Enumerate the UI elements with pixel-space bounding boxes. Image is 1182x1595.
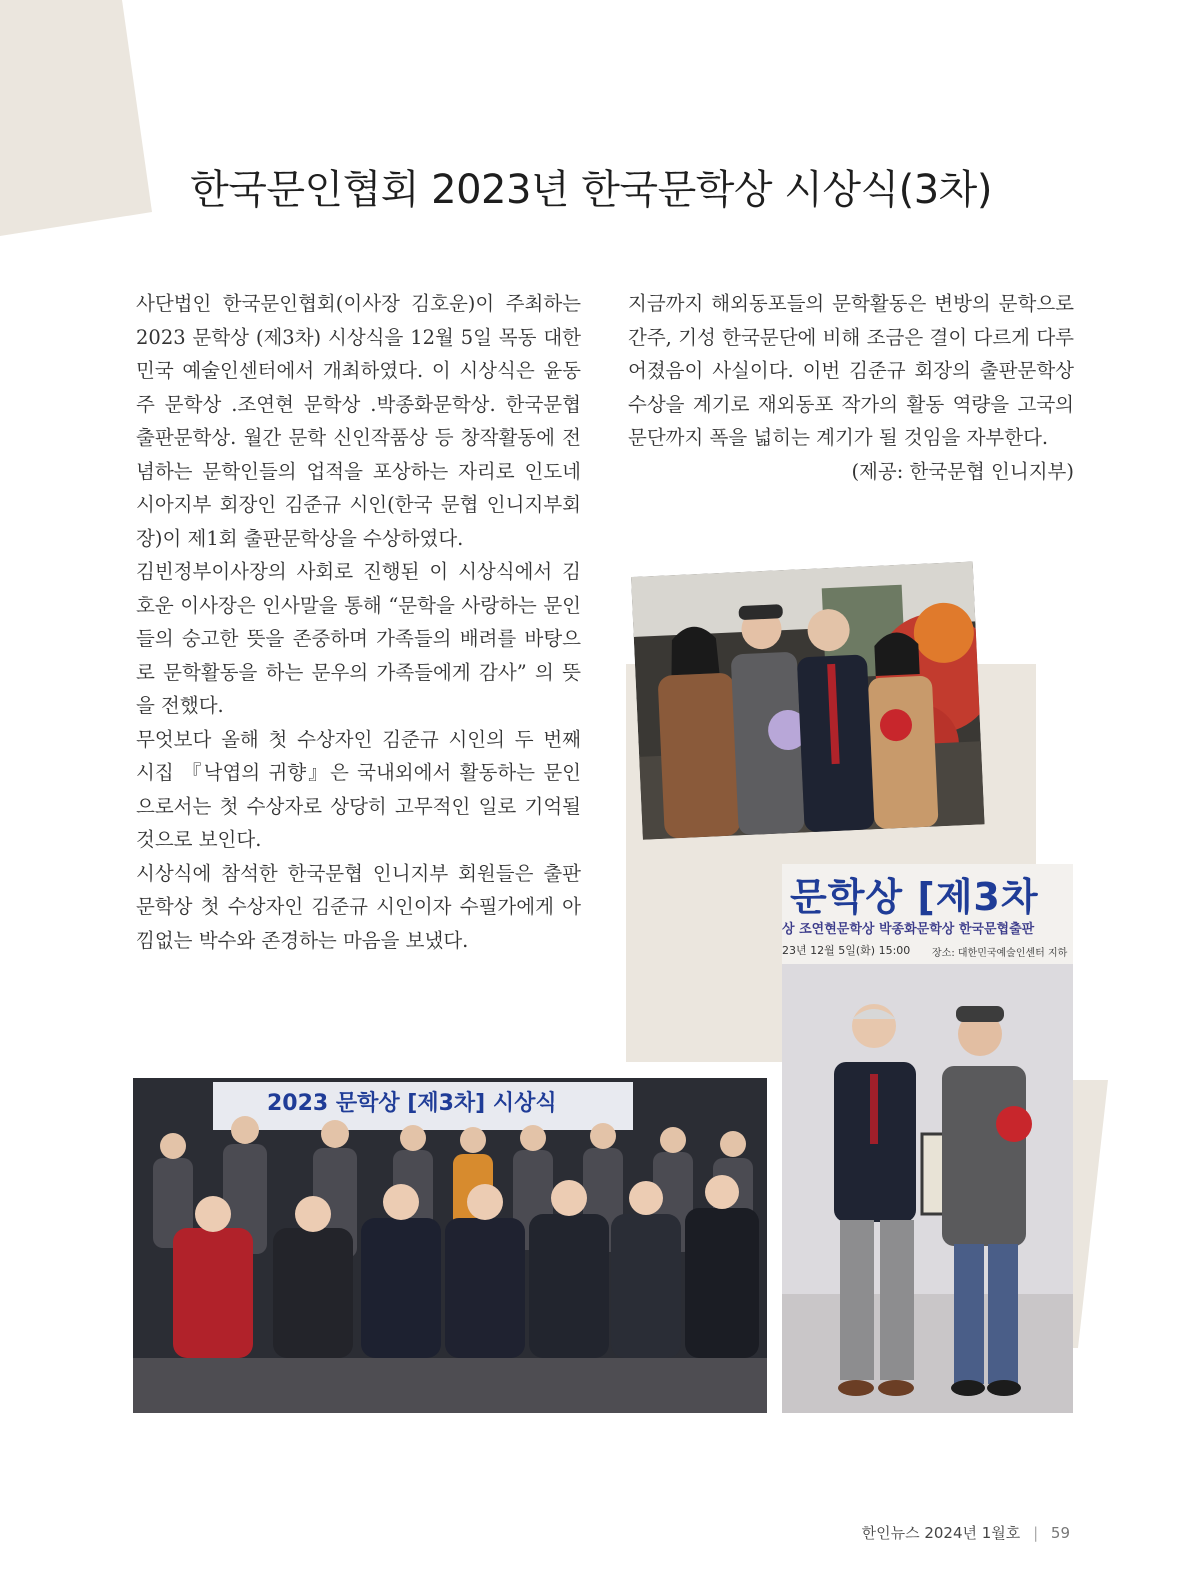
- photo-flower-wall: [631, 561, 985, 839]
- article-paragraph: 사단법인 한국문인협회(이사장 김호운)이 주최하는 2023 문학상 (제3차) 시상식을 12월 5일 목동 대한민국 예술인센터에서 개최하였다. 이 시상식은 윤동주 문학상 .조연현 문학상 .박종화문학상. 한국문협출판문학상. 월간 문학 신인작품상 등 창작활동에 전념하는 문학인들의 업적을 포상하는 자리로 인도네시아지부 회장인 김준규 시인(한국 문협 인니지부회장)이 제1회 출판문학상을 수상하였다.: [136, 292, 581, 550]
- footer-separator: |: [1033, 1524, 1039, 1542]
- group-banner-title: 2023 문학상 [제3차] 시상식: [267, 1091, 557, 1116]
- photo-group: [133, 1078, 767, 1413]
- article-paragraph: 지금까지 해외동포들의 문학활동은 변방의 문학으로 간주, 기성 한국문단에 비해 조금은 결이 다르게 다루어졌음이 사실이다. 이번 김준규 회장의 출판문학상 수상을 계기로 재외동포 작가의 활동 역량을 고국의 문단까지 폭을 넓히는 계기가 될 것임을 자부한다.: [628, 292, 1074, 449]
- article-paragraph: 무엇보다 올해 첫 수상자인 김준규 시인의 두 번째 시집 『낙엽의 귀향』은 국내외에서 활동하는 문인으로서는 첫 수상자로 상당히 고무적인 일로 기억될 것으로 보인다.: [136, 727, 581, 851]
- photo-award-stage: [782, 864, 1073, 1413]
- photo-image: [782, 964, 1073, 1413]
- page-number: 59: [1050, 1524, 1070, 1542]
- article-right-column: [628, 287, 1074, 488]
- award-banner-place: 장소: 대한민국예술인센터 지하: [932, 948, 1068, 959]
- award-banner-title: 문학상 [제3차: [790, 875, 1039, 919]
- photo-credit: (제공: 한국문협 인니지부): [851, 459, 1074, 483]
- award-banner-date: 23년 12월 5일(화) 15:00: [782, 944, 911, 957]
- award-banner: [782, 864, 1073, 964]
- photo-image: [133, 1078, 767, 1413]
- award-banner-subtitle: 상 조연현문학상 박종화문학상 한국문협출판: [782, 922, 1035, 937]
- page-footer: [862, 1522, 1070, 1543]
- publication-name: 한인뉴스 2024년 1월호: [861, 1524, 1021, 1542]
- article-paragraph: 김빈정부이사장의 사회로 진행된 이 시상식에서 김호운 이사장은 인사말을 통해 “문학을 사랑하는 문인들의 숭고한 뜻을 존중하며 가족들의 배려를 바탕으로 문학활동을 하는 문우의 가족들에게 감사” 의 뜻을 전했다.: [136, 560, 581, 717]
- article-paragraph: 시상식에 참석한 한국문협 인니지부 회원들은 출판문학상 첫 수상자인 김준규 시인이자 수필가에게 아낌없는 박수와 존경하는 마음을 보냈다.: [136, 861, 581, 952]
- decor-bottom-right-shape: [1066, 1080, 1114, 1350]
- page-title: 한국문인협회 2023년 한국문학상 시상식(3차): [190, 167, 992, 213]
- photo-image: [631, 561, 985, 839]
- article-left-column: [136, 287, 581, 957]
